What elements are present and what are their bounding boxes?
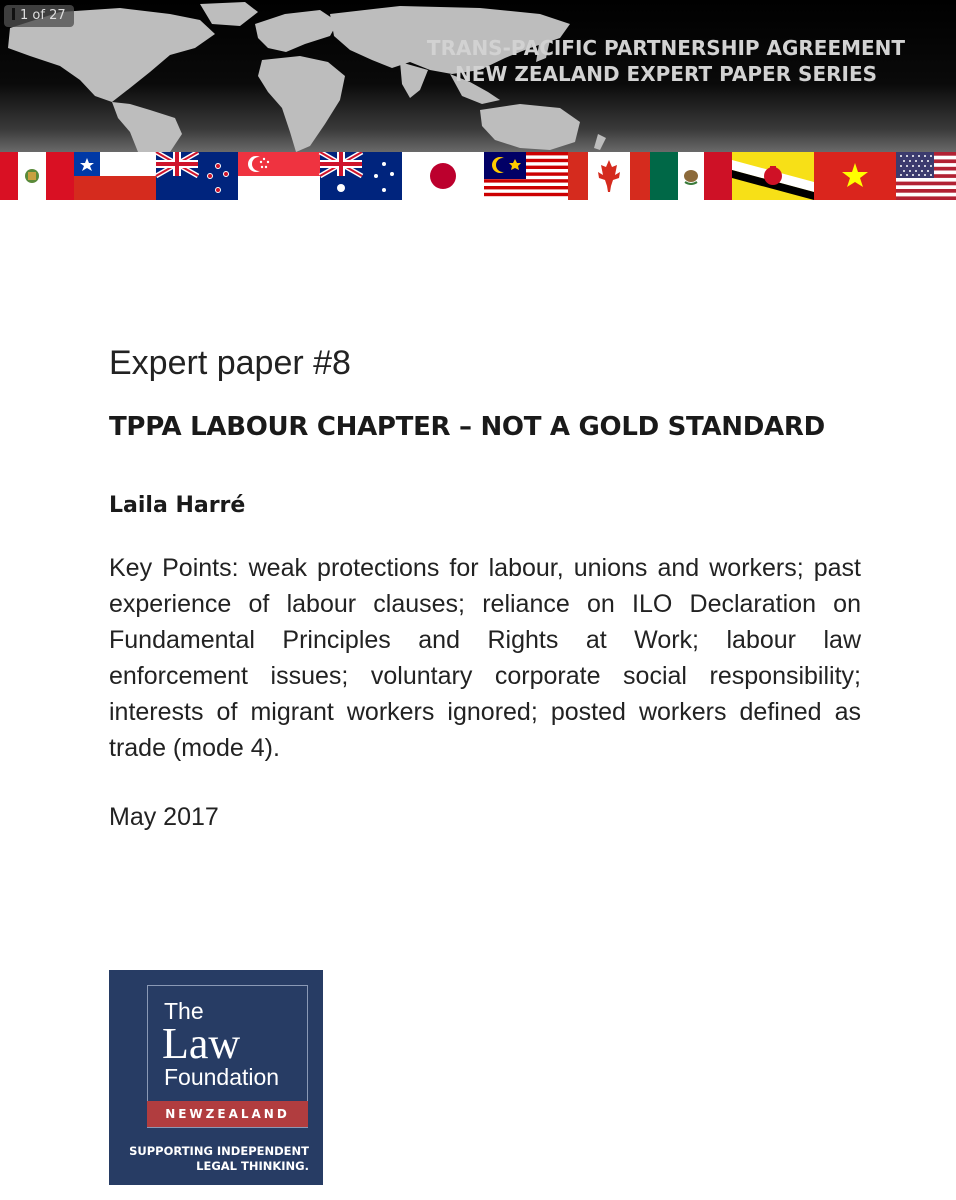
key-points-paragraph: Key Points: weak protections for labour, unions and workers; past experience of labour clauses; reliance on ILO Declaration on Fundamental Principles and Rights at Work; labour law enforcement issues; voluntary corporate social responsibility; interests of migrant workers ignored; posted workers defined as trade (mode 4). xyxy=(109,554,861,762)
page-counter-text: 1 of 27 xyxy=(20,8,66,23)
page-counter-marker xyxy=(12,8,15,20)
logo-word-foundation: Foundation xyxy=(164,1064,280,1090)
series-title xyxy=(386,35,946,87)
peru-flag xyxy=(0,152,74,200)
logo-tagline-line2: LEGAL THINKING. xyxy=(196,1159,309,1173)
series-title-line2: NEW ZEALAND EXPERT PAPER SERIES xyxy=(454,62,878,86)
paper-author: Laila Harré xyxy=(109,493,246,518)
malaysia-flag xyxy=(484,152,568,200)
chile-flag xyxy=(74,152,156,200)
usa-flag xyxy=(896,152,956,200)
brunei-flag xyxy=(732,152,814,200)
paper-title: TPPA LABOUR CHAPTER – NOT A GOLD STANDARD xyxy=(109,412,825,442)
canada-flag xyxy=(568,152,650,200)
paper-number: Expert paper #8 xyxy=(109,344,351,382)
new-zealand-flag xyxy=(156,152,238,200)
mexico-flag xyxy=(650,152,732,200)
japan-flag xyxy=(402,152,484,200)
logo-word-the: The xyxy=(164,998,204,1024)
vietnam-flag xyxy=(814,152,896,200)
logo-word-law: Law xyxy=(162,1019,241,1068)
logo-tagline-line1: SUPPORTING INDEPENDENT xyxy=(129,1144,309,1158)
header-banner xyxy=(0,0,956,152)
australia-flag xyxy=(320,152,402,200)
law-foundation-logo xyxy=(109,970,323,1185)
singapore-flag xyxy=(238,152,320,200)
page-counter xyxy=(4,5,74,27)
logo-country-band: NEWZEALAND xyxy=(147,1101,308,1127)
series-title-line1: TRANS-PACIFIC PARTNERSHIP AGREEMENT xyxy=(426,36,906,60)
member-flags-strip xyxy=(0,152,956,200)
publication-date: May 2017 xyxy=(109,803,219,831)
